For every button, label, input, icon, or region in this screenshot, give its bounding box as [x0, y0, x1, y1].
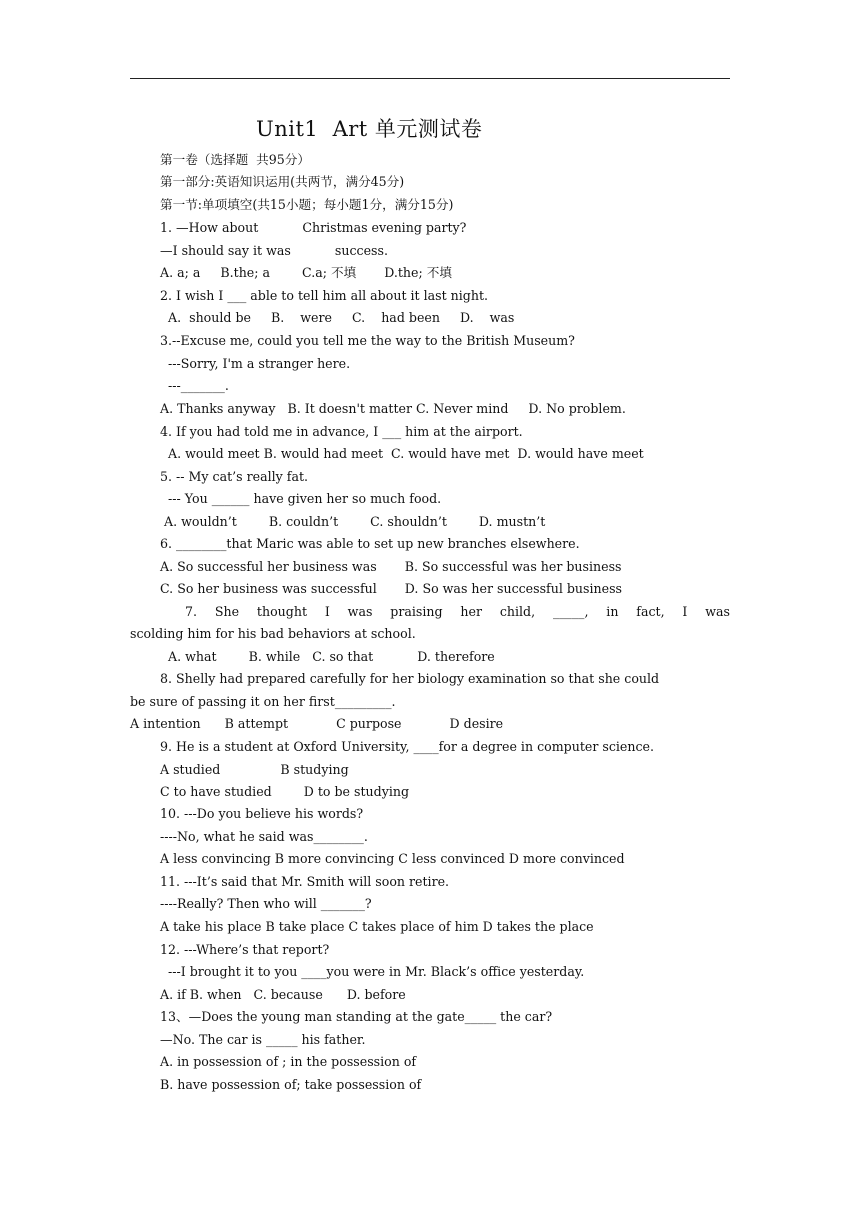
question-11-options: A take his place B take place C takes place of him D takes the place — [160, 919, 594, 934]
question-4-stem: 4. If you had told me in advance, I ___ him at the airport. — [160, 424, 523, 439]
question-6-options-cd: C. So her business was successful D. So was her successful business — [160, 581, 623, 596]
question-7-options: A. what B. while C. so that D. therefore — [160, 649, 495, 664]
header-rule — [130, 78, 730, 79]
question-9-stem: 9. He is a student at Oxford University, ____for a degree in computer science. — [160, 739, 654, 754]
question-8-options: A intention B attempt C purpose D desire — [130, 716, 504, 731]
question-3-reply: ---Sorry, I'm a stranger here. — [160, 356, 351, 371]
question-3-blank: ---_______. — [160, 378, 229, 393]
page-title: Unit1 Art 单元测试卷 — [256, 117, 483, 141]
volume-heading: 第一卷（选择题 共95分） — [160, 152, 310, 167]
question-5-stem: 5. -- My cat’s really fat. — [160, 469, 309, 484]
question-5-reply: --- You ______ have given her so much food. — [160, 491, 442, 506]
question-13-stem: 13、—Does the young man standing at the gate_____ the car? — [160, 1009, 553, 1024]
section-heading: 第一节:单项填空(共15小题；每小题1分，满分15分) — [160, 197, 454, 212]
part-heading: 第一部分:英语知识运用(共两节，满分45分) — [160, 174, 405, 189]
question-3-stem: 3.--Excuse me, could you tell me the way to the British Museum? — [160, 333, 575, 348]
question-13-option-b: B. have possession of; take possession of — [160, 1077, 422, 1092]
question-10-options: A less convincing B more convincing C less convinced D more convinced — [160, 851, 625, 866]
question-10-reply: ----No, what he said was________. — [160, 829, 368, 844]
question-8-stem: 8. Shelly had prepared carefully for her biology examination so that she could — [160, 671, 660, 686]
question-2-options: A. should be B. were C. had been D. was — [160, 310, 515, 325]
question-6-stem: 6. ________that Maric was able to set up new branches elsewhere. — [160, 536, 580, 551]
question-5-options: A. wouldn’t B. couldn’t C. shouldn’t D. mustn’t — [160, 514, 546, 529]
question-1-stem: 1. —How about Christmas evening party? — [160, 220, 467, 235]
question-1-options: A. a; a B.the; a C.a; 不填 D.the; 不填 — [160, 265, 452, 280]
question-10-stem: 10. ---Do you believe his words? — [160, 806, 364, 821]
question-13-option-a: A. in possession of ; in the possession of — [160, 1054, 417, 1069]
question-11-stem: 11. ---It’s said that Mr. Smith will soon retire. — [160, 874, 450, 889]
question-13-reply: —No. The car is _____ his father. — [160, 1032, 366, 1047]
question-7-stem: 7. She thought I was praising her child, _____, in fact, I was — [185, 604, 730, 619]
question-1-reply: —I should say it was success. — [160, 243, 388, 258]
question-2-stem: 2. I wish I ___ able to tell him all about it last night. — [160, 288, 489, 303]
question-6-options-ab: A. So successful her business was B. So successful was her business — [160, 559, 622, 574]
question-12-reply: ---I brought it to you ____you were in Mr. Black’s office yesterday. — [160, 964, 585, 979]
question-4-options: A. would meet B. would had meet C. would have met D. would have meet — [160, 446, 644, 461]
question-12-options: A. if B. when C. because D. before — [160, 987, 406, 1002]
question-3-options: A. Thanks anyway B. It doesn't matter C. Never mind D. No problem. — [160, 401, 626, 416]
question-8-stem-cont: be sure of passing it on her first_________. — [130, 694, 396, 709]
question-9-options-ab: A studied B studying — [160, 762, 349, 777]
question-12-stem: 12. ---Where’s that report? — [160, 942, 330, 957]
question-9-options-cd: C to have studied D to be studying — [160, 784, 410, 799]
question-7-stem-cont: scolding him for his bad behaviors at school. — [130, 626, 416, 641]
question-11-reply: ----Really? Then who will _______? — [160, 896, 372, 911]
